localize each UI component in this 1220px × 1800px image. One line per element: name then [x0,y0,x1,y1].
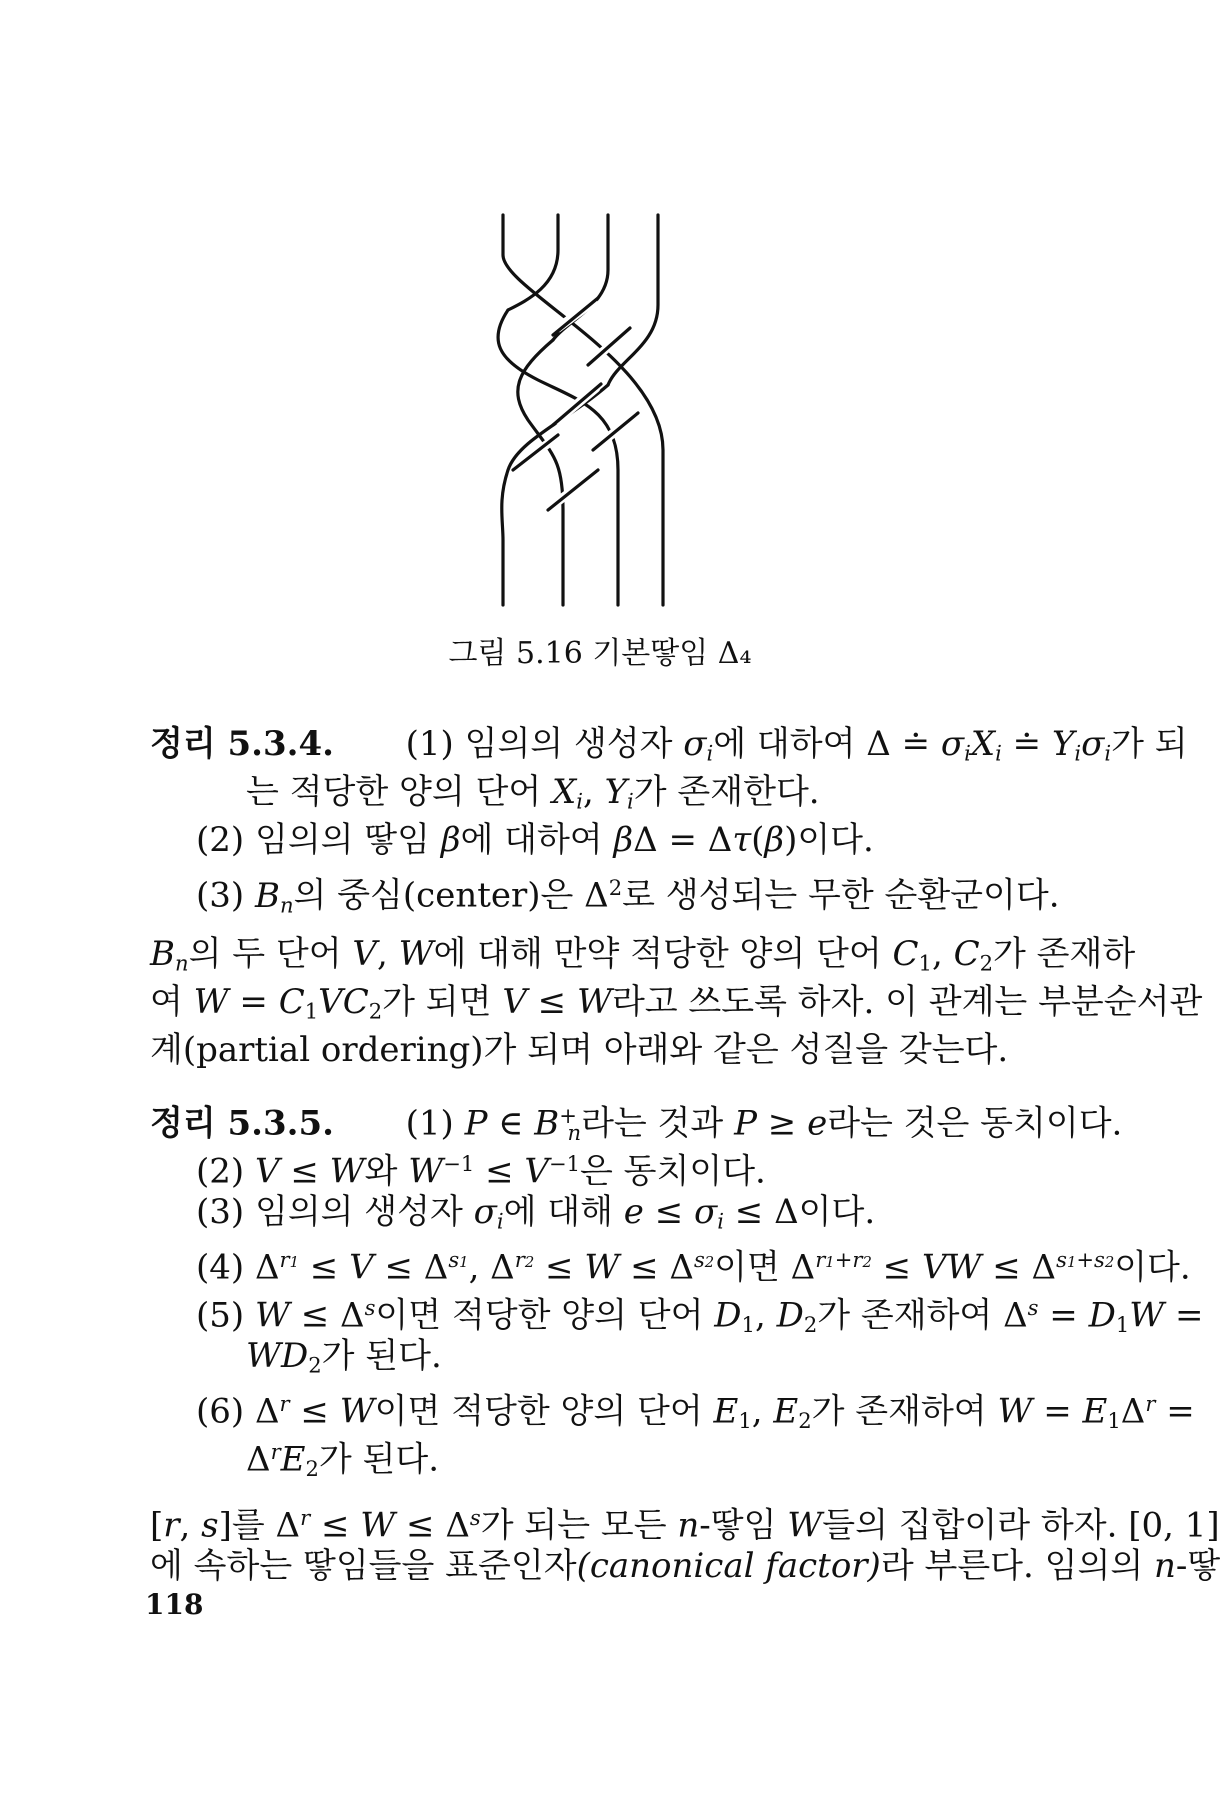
theorem-535-line-1: 정리 5.3.5. (1) P ∈ $B^+_n$라는 것과 P ≥ e라는 것은 동치이다. [150,1103,1123,1145]
paragraph-2-line-1: [r, s]를 $\Delta^r \le W \le \Delta^s$가 되는 모든 n-땋임 W들의 집합이라 하자. [0, 1] [150,1505,1220,1546]
page-number: 118 [145,1588,204,1621]
theorem-535-item-2: (2) V ≤ W와 $W^{-1} \le V^{-1}$은 동치이다. [196,1151,766,1192]
theorem-535-label: 정리 5.3.5. [150,1103,335,1144]
braid-strand-1 [503,215,663,605]
theorem-534-item-3: (3) $B_n$의 중심(center)은 $\Delta^2$로 생성되는 무한 순환군이다. [196,875,1060,917]
theorem-535-item-5-cont: $WD_2$가 된다. [246,1336,442,1378]
braid-strand-2 [508,215,558,310]
theorem-535-item-3: (3) 임의의 생성자 $\sigma_i$에 대해 $e \le \sigma_i \le \Delta$이다. [196,1192,876,1234]
theorem-535-item-4: (4) $\Delta^{r1} \le V \le \Delta^{s1}$, $\Delta^{r2} \le W \le \Delta^{s2}$이면 $\Delta^{r1+r2}$ ≤ VW ≤ $\Delta^{s1+s2}$이다. [196,1247,1191,1288]
paragraph-1-line-3: 계(partial ordering)가 되며 아래와 같은 성질을 갖는다. [150,1030,1009,1070]
theorem-534-line-1: 정리 5.3.4. (1) 임의의 생성자 $\sigma_i$에 대하여 Δ ≐ $\sigma_iX_i$ ≐ $Y_i\sigma_i$가 되 [150,724,1188,766]
theorem-535-item-6-cont: $\Delta^rE_2$가 된다. [246,1439,440,1481]
paragraph-1-line-2: 여 $W = C_1VC_2$가 되면 V ≤ W라고 쓰도록 하자. 이 관계는 부분순서관 [150,982,1203,1024]
theorem-534-item-2: (2) 임의의 땋임 β에 대하여 βΔ = Δτ(β)이다. [196,820,874,860]
theorem-534-line-2: 는 적당한 양의 단어 $X_i$, $Y_i$가 존재한다. [246,772,820,814]
braid-figure-delta4 [498,210,708,610]
theorem-535-item-6: (6) $\Delta^r \le W$이면 적당한 양의 단어 $E_1$, $E_2$가 존재하여 $W = E_1\Delta^r$ = [196,1391,1195,1433]
theorem-535-item-5: (5) $W \le \Delta^s$이면 적당한 양의 단어 $D_1$, $D_2$가 존재하여 $\Delta^s = D_1W$ = [196,1295,1204,1337]
theorem-534-label: 정리 5.3.4. [150,724,335,764]
paragraph-1-line-1: $B_n$의 두 단어 V, W에 대해 만약 적당한 양의 단어 $C_1$, $C_2$가 존재하 [150,934,1136,976]
paragraph-2-line-2: 에 속하는 땋임들을 표준인자(canonical factor)라 부른다. 임의의 n-땋 [150,1546,1220,1586]
figure-caption: 그림 5.16 기본땋임 Δ₄ [448,636,752,671]
